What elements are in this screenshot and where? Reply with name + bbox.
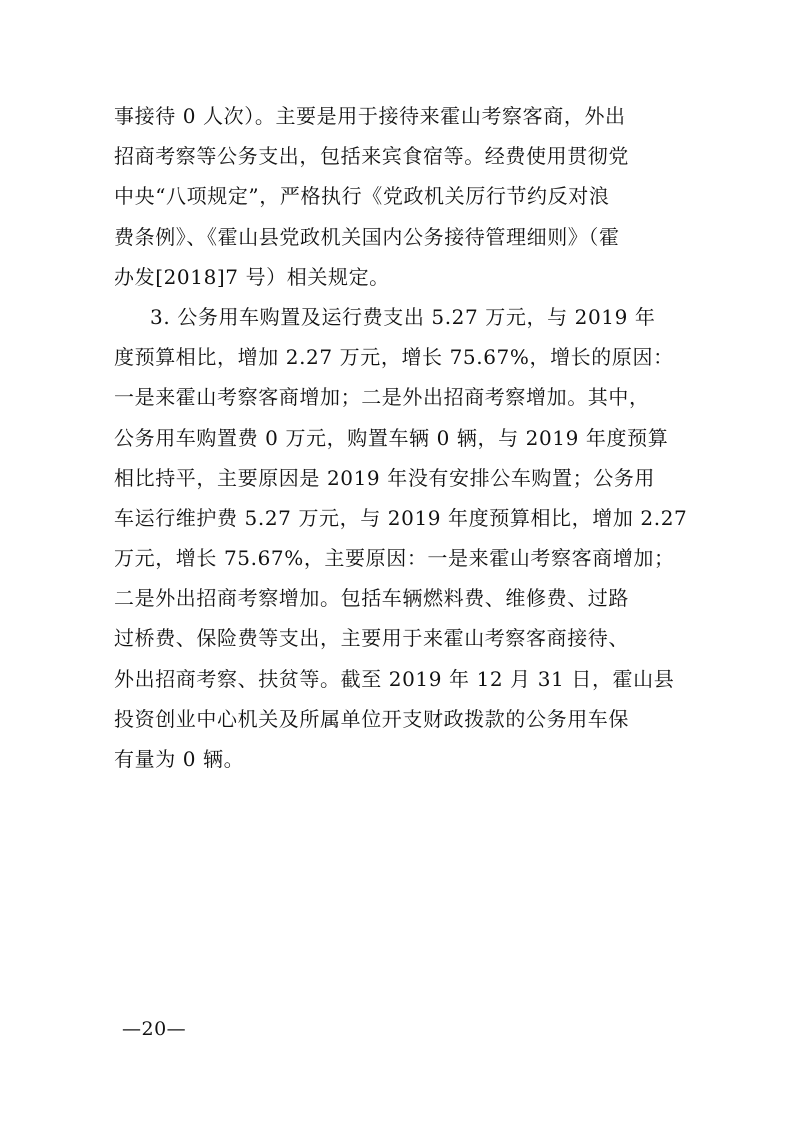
text-line-5: 办发[2018]7 号）相关规定。 (114, 264, 390, 289)
text-line-2: 招商考察等公务支出，包括来宾食宿等。经费使用贯彻党 (114, 144, 629, 169)
text-line-15: 外出招商考察、扶贫等。截至 2019 年 12 月 31 日，霍山县 (114, 666, 675, 691)
text-line-14: 过桥费、保险费等支出，主要用于来霍山考察客商接待、 (114, 626, 629, 651)
page-number: —20— (122, 1018, 187, 1040)
text-line-3: 中央“八项规定”，严格执行《党政机关厉行节约反对浪 (114, 184, 610, 209)
text-line-13: 二是外出招商考察增加。包括车辆燃料费、维修费、过路 (114, 586, 629, 611)
body-text (114, 96, 688, 779)
text-line-17: 有量为 0 辆。 (114, 747, 245, 771)
text-line-8: 一是来霍山考察客商增加；二是外出招商考察增加。其中， (114, 385, 650, 410)
text-line-12: 万元，增长 75.67%，主要原因：一是来霍山考察客商增加； (114, 546, 675, 571)
text-line-6: 3. 公务用车购置及运行费支出 5.27 万元，与 2019 年 (150, 304, 656, 329)
text-line-9: 公务用车购置费 0 万元，购置车辆 0 辆，与 2019 年度预算 (114, 425, 669, 450)
text-line-10: 相比持平，主要原因是 2019 年没有安排公车购置；公务用 (114, 465, 656, 490)
text-line-7: 度预算相比，增加 2.27 万元，增长 75.67%，增长的原因： (114, 345, 674, 370)
text-line-4: 费条例》、《霍山县党政机关国内公务接待管理细则》（霍 (114, 224, 620, 249)
text-line-16: 投资创业中心机关及所属单位开支财政拨款的公务用车保 (114, 706, 629, 731)
text-line-11: 车运行维护费 5.27 万元，与 2019 年度预算相比，增加 2.27 (114, 505, 688, 530)
text-line-1: 事接待 0 人次）。主要是用于接待来霍山考察客商，外出 (114, 104, 626, 128)
